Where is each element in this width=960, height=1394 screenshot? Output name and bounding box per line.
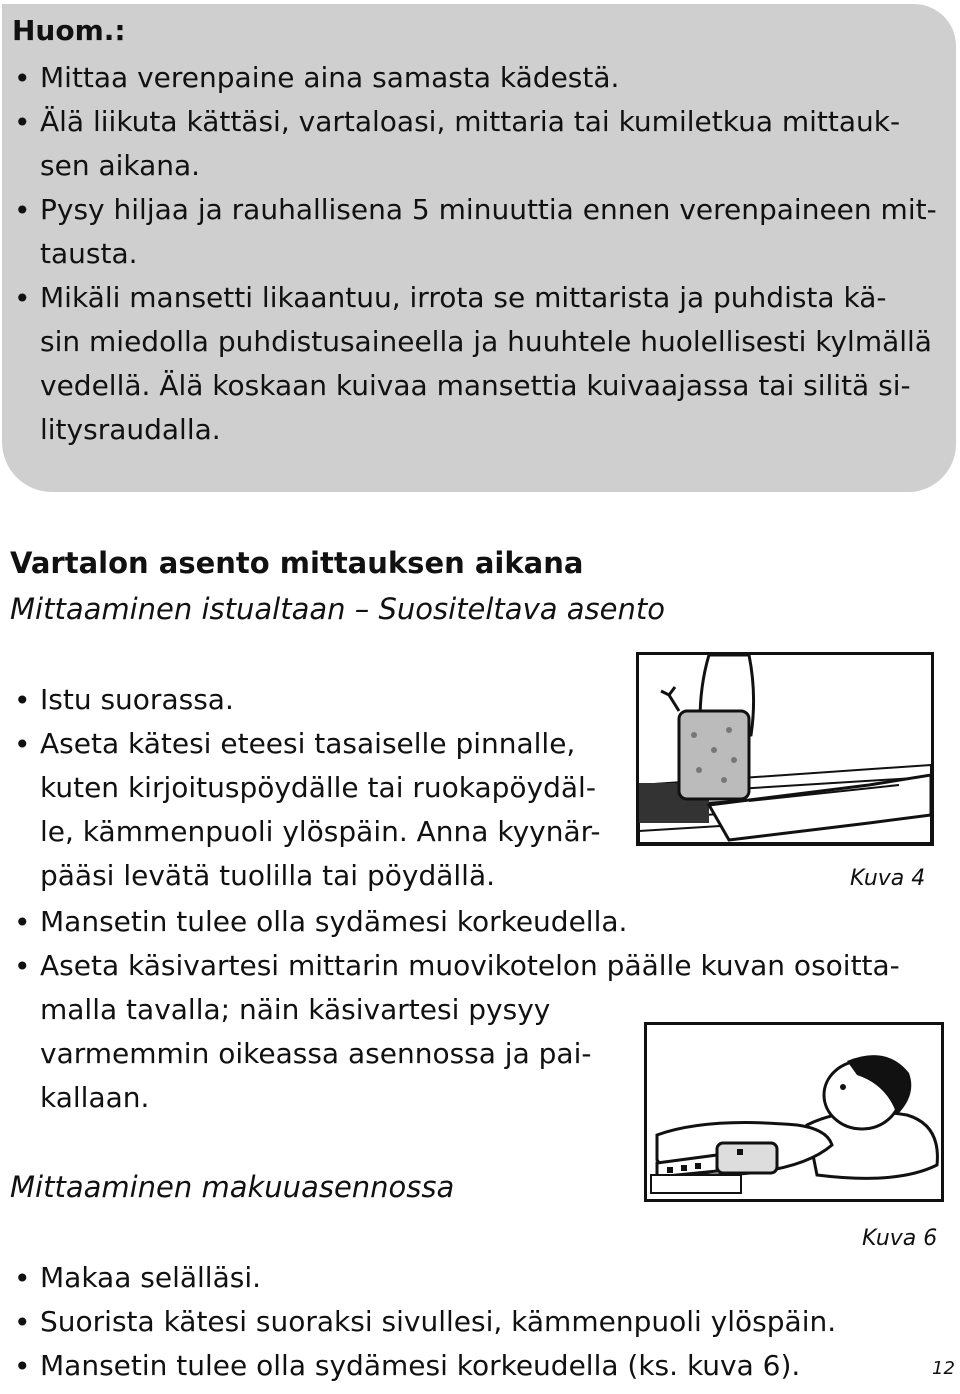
bullet: • xyxy=(14,62,31,95)
sitting-line: kuten kirjoituspöydälle tai ruokapöydäl- xyxy=(40,771,596,804)
notice-line: litysraudalla. xyxy=(40,413,221,446)
lying-person-drawing xyxy=(647,1025,941,1199)
section-heading: Vartalon asento mittauksen aikana xyxy=(10,546,584,580)
bullet: • xyxy=(14,950,31,983)
sitting-line: malla tavalla; näin käsivartesi pysyy xyxy=(40,993,551,1026)
bullet: • xyxy=(14,1262,31,1295)
sitting-line: le, kämmenpuoli ylöspäin. Anna kyynär- xyxy=(40,815,601,848)
notice-title: Huom.: xyxy=(12,14,126,47)
sitting-subheading: Mittaaminen istualtaan – Suositeltava asento xyxy=(10,592,665,626)
sitting-line: kallaan. xyxy=(40,1081,150,1114)
bullet: • xyxy=(14,906,31,939)
sitting-line: Istu suorassa. xyxy=(40,683,234,716)
figure-6-illustration xyxy=(644,1022,944,1202)
sitting-line: pääsi levätä tuolilla tai pöydällä. xyxy=(40,859,495,892)
notice-line: tausta. xyxy=(40,237,138,270)
bullet: • xyxy=(14,194,31,227)
figure-4-illustration xyxy=(636,652,934,846)
lying-subheading: Mittaaminen makuuasennossa xyxy=(10,1170,455,1204)
figure-6-caption: Kuva 6 xyxy=(862,1226,938,1251)
notice-line: Mittaa verenpaine aina samasta kädestä. xyxy=(40,61,620,94)
notice-line: Mikäli mansetti likaantuu, irrota se mittarista ja puhdista kä- xyxy=(40,281,887,314)
lying-line: Mansetin tulee olla sydämesi korkeudella (ks. kuva 6). xyxy=(40,1349,801,1382)
sitting-line: Aseta käsivartesi mittarin muovikotelon päälle kuvan osoitta- xyxy=(40,949,900,982)
bullet: • xyxy=(14,728,31,761)
page-number: 12 xyxy=(932,1358,955,1379)
bullet: • xyxy=(14,1306,31,1339)
sitting-line: Aseta kätesi eteesi tasaiselle pinnalle, xyxy=(40,727,576,760)
bullet: • xyxy=(14,106,31,139)
notice-line: Älä liikuta kättäsi, vartaloasi, mittaria tai kumiletkua mittauk- xyxy=(40,105,901,138)
sitting-line: varmemmin oikeassa asennossa ja pai- xyxy=(40,1037,592,1070)
bullet: • xyxy=(14,684,31,717)
lying-line: Makaa selälläsi. xyxy=(40,1261,261,1294)
bullet: • xyxy=(14,282,31,315)
notice-line: Pysy hiljaa ja rauhallisena 5 minuuttia ennen verenpaineen mit- xyxy=(40,193,937,226)
notice-line: vedellä. Älä koskaan kuivaa mansettia kuivaajassa tai silitä si- xyxy=(40,369,911,402)
arm-cuff-drawing xyxy=(639,655,931,843)
lying-line: Suorista kätesi suoraksi sivullesi, kämmenpuoli ylöspäin. xyxy=(40,1305,837,1338)
notice-line: sin miedolla puhdistusaineella ja huuhtele huolellisesti kylmällä xyxy=(40,325,932,358)
sitting-line: Mansetin tulee olla sydämesi korkeudella. xyxy=(40,905,628,938)
bullet: • xyxy=(14,1350,31,1383)
notice-line: sen aikana. xyxy=(40,149,201,182)
figure-4-caption: Kuva 4 xyxy=(850,866,926,891)
